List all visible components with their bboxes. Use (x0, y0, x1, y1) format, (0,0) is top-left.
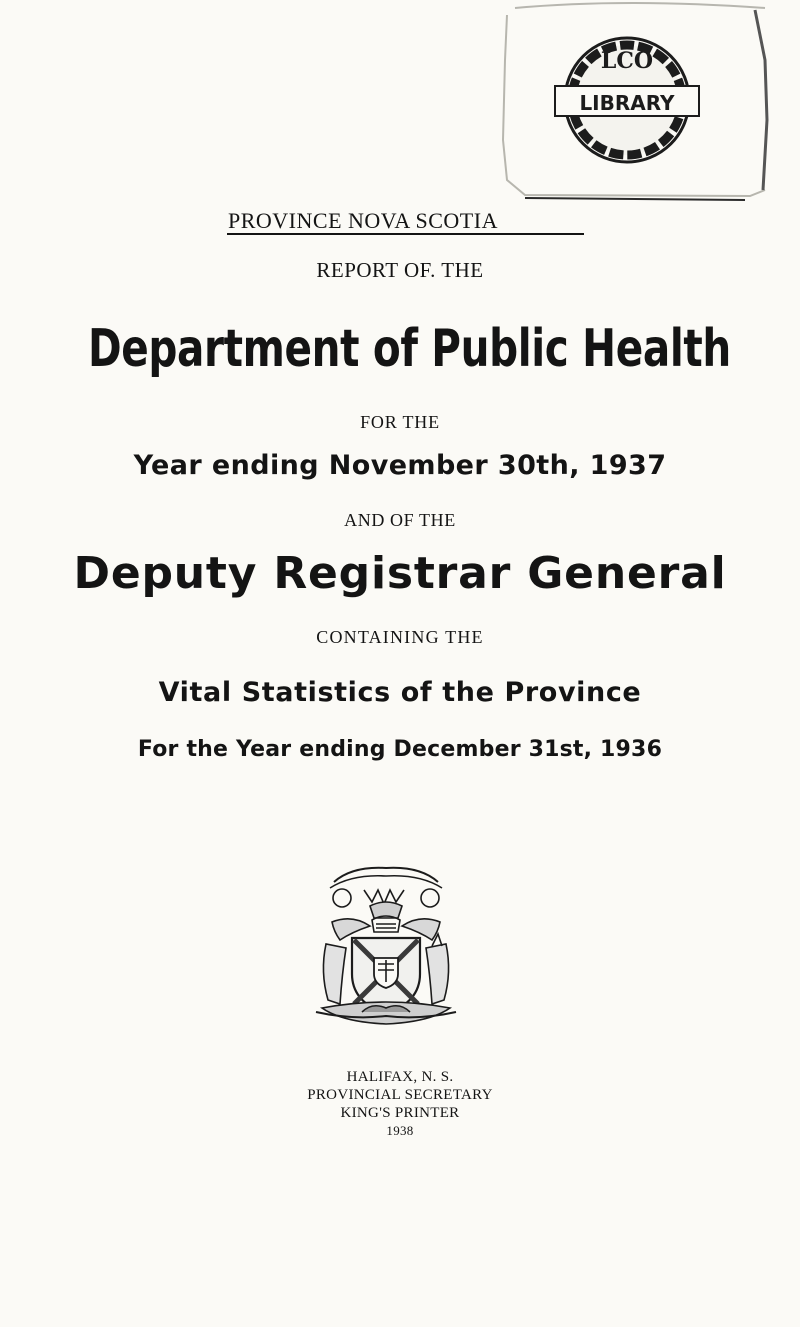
stamp-top-text: LCO (600, 48, 654, 74)
province-heading: PROVINCE NOVA SCOTIA (228, 208, 498, 233)
year-ending-line: Year ending November 30th, 1937 (133, 450, 667, 481)
stamp-library-text: LIBRARY (579, 91, 675, 115)
for-year-line: For the Year ending December 31st, 1936 (137, 737, 663, 762)
deputy-registrar-title: Deputy Registrar General (73, 548, 727, 599)
imprint-year: 1938 (386, 1123, 414, 1138)
report-of-line: REPORT OF. THE (316, 258, 484, 282)
and-of-the-line: AND OF THE (344, 510, 456, 530)
imprint-secretary: PROVINCIAL SECRETARY (307, 1087, 493, 1103)
department-title: Department of Public Health (88, 319, 731, 379)
for-the-line: FOR THE (360, 412, 440, 432)
vital-statistics-title: Vital Statistics of the Province (158, 677, 642, 708)
containing-line: CONTAINING THE (316, 627, 484, 647)
imprint-city: HALIFAX, N. S. (346, 1069, 454, 1085)
library-stamp (465, 0, 785, 210)
province-underline (227, 233, 584, 235)
coat-of-arms-icon (312, 862, 460, 1030)
imprint-printer: KING'S PRINTER (340, 1105, 460, 1121)
